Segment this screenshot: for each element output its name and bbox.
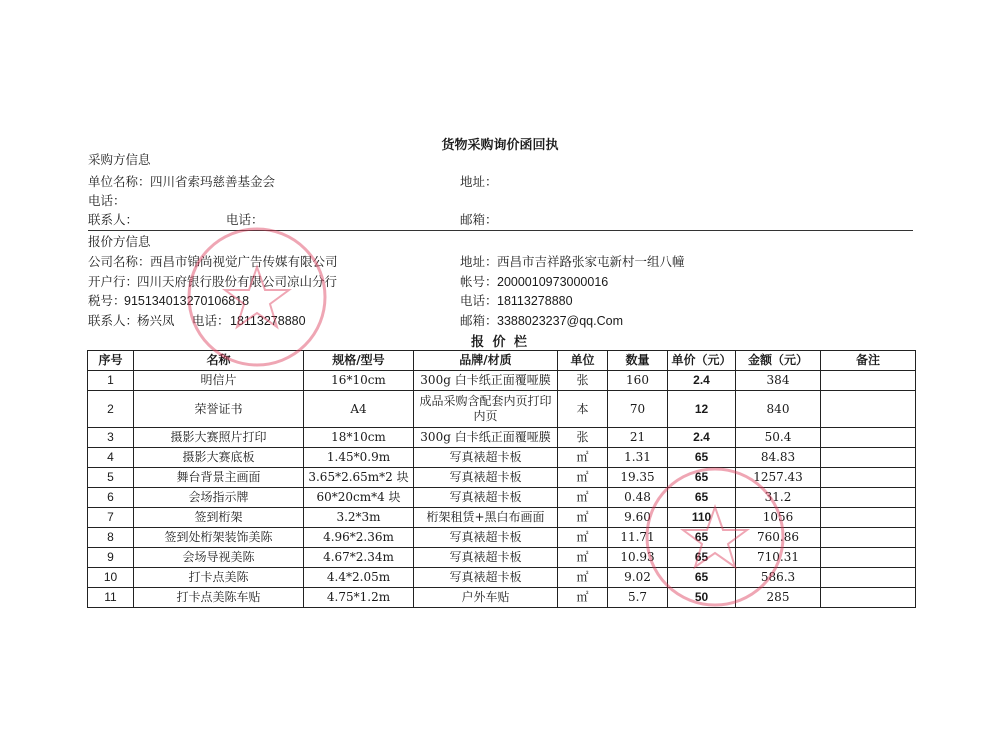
document-title: 货物采购询价函回执	[441, 138, 559, 153]
cell-unit: ㎡	[558, 568, 608, 588]
cell-spec: A4	[304, 391, 414, 428]
header-amount: 金额（元）	[736, 351, 821, 371]
cell-qty: 5.7	[608, 588, 668, 608]
cell-unit: ㎡	[558, 488, 608, 508]
cell-no: 10	[88, 568, 134, 588]
buyer-contact-label: 联系人：	[88, 212, 139, 227]
buyer-contact-phone-label: 电话：	[226, 212, 264, 227]
cell-no: 2	[88, 391, 134, 428]
cell-material: 300g 白卡纸正面覆哑膜	[414, 428, 558, 448]
cell-amount: 1257.43	[736, 468, 821, 488]
cell-amount: 760.86	[736, 528, 821, 548]
company-seal-icon	[182, 222, 332, 372]
cell-material: 桁架租赁+黑白布画面	[414, 508, 558, 528]
cell-amount: 84.83	[736, 448, 821, 468]
cell-unit: ㎡	[558, 448, 608, 468]
cell-spec: 4.75*1.2m	[304, 588, 414, 608]
cell-spec: 4.96*2.36m	[304, 528, 414, 548]
cell-note	[821, 371, 916, 391]
cell-spec: 16*10cm	[304, 371, 414, 391]
cell-amount: 285	[736, 588, 821, 608]
cell-material: 写真裱超卡板	[414, 548, 558, 568]
cell-note	[821, 488, 916, 508]
table-row	[88, 391, 916, 428]
table-row	[88, 371, 916, 391]
cell-unit: ㎡	[558, 588, 608, 608]
cell-price: 50	[668, 588, 736, 608]
cell-note	[821, 468, 916, 488]
buyer-unit-label: 单位名称：	[88, 174, 151, 189]
supplier-contact-phone-value: 18113278880	[230, 314, 306, 328]
cell-amount: 1056	[736, 508, 821, 528]
cell-material: 成品采购含配套内页打印内页	[414, 391, 558, 428]
cell-price: 65	[668, 568, 736, 588]
cell-name: 打卡点美陈	[134, 568, 304, 588]
cell-spec: 1.45*0.9m	[304, 448, 414, 468]
cell-price: 65	[668, 448, 736, 468]
cell-qty: 21	[608, 428, 668, 448]
table-row	[88, 588, 916, 608]
supplier-bank-value: 四川天府银行股份有限公司凉山分行	[137, 274, 338, 289]
cell-no: 11	[88, 588, 134, 608]
cell-name: 打卡点美陈车贴	[134, 588, 304, 608]
table-row	[88, 508, 916, 528]
supplier-contact-value: 杨兴凤	[137, 313, 175, 328]
cell-unit: 张	[558, 428, 608, 448]
cell-unit: 张	[558, 371, 608, 391]
cell-note	[821, 391, 916, 428]
cell-unit: ㎡	[558, 528, 608, 548]
cell-no: 5	[88, 468, 134, 488]
cell-no: 7	[88, 508, 134, 528]
supplier-section-heading: 报价方信息	[88, 234, 151, 249]
quote-table	[87, 350, 916, 608]
supplier-email-value: 3388023237@qq.Com	[497, 314, 623, 328]
cell-qty: 11.71	[608, 528, 668, 548]
cell-material: 写真裱超卡板	[414, 528, 558, 548]
buyer-unit-value: 四川省索玛慈善基金会	[150, 174, 276, 189]
table-row	[88, 468, 916, 488]
cell-note	[821, 508, 916, 528]
cell-qty: 70	[608, 391, 668, 428]
header-unit: 单位	[558, 351, 608, 371]
cell-name: 明信片	[134, 371, 304, 391]
supplier-email-label: 邮箱：	[460, 313, 498, 328]
header-material: 品牌/材质	[414, 351, 558, 371]
cell-name: 摄影大赛底板	[134, 448, 304, 468]
cell-qty: 160	[608, 371, 668, 391]
buyer-section-heading: 采购方信息	[88, 152, 151, 167]
quote-section-title: 报 价 栏	[470, 335, 530, 350]
supplier-account-label: 帐号：	[460, 274, 498, 289]
cell-material: 写真裱超卡板	[414, 468, 558, 488]
cell-name: 荣誉证书	[134, 391, 304, 428]
header-price: 单价（元）	[668, 351, 736, 371]
cell-qty: 1.31	[608, 448, 668, 468]
buyer-email-label: 邮箱：	[460, 212, 498, 227]
cell-no: 9	[88, 548, 134, 568]
header-qty: 数量	[608, 351, 668, 371]
supplier-company-label: 公司名称：	[88, 254, 151, 269]
cell-spec: 3.65*2.65m*2 块	[304, 468, 414, 488]
cell-name: 签到处桁架装饰美陈	[134, 528, 304, 548]
header-name: 名称	[134, 351, 304, 371]
cell-spec: 60*20cm*4 块	[304, 488, 414, 508]
cell-amount: 710.31	[736, 548, 821, 568]
header-no: 序号	[88, 351, 134, 371]
cell-spec: 4.67*2.34m	[304, 548, 414, 568]
buyer-phone-label: 电话：	[88, 193, 126, 208]
cell-material: 300g 白卡纸正面覆哑膜	[414, 371, 558, 391]
supplier-phone-label: 电话：	[460, 293, 498, 308]
supplier-contact-label: 联系人：	[88, 313, 139, 328]
cell-note	[821, 428, 916, 448]
cell-qty: 19.35	[608, 468, 668, 488]
cell-no: 6	[88, 488, 134, 508]
cell-name: 会场导视美陈	[134, 548, 304, 568]
table-row	[88, 488, 916, 508]
supplier-phone-value: 18113278880	[497, 294, 573, 308]
supplier-account-value: 2000010973000016	[497, 275, 609, 289]
cell-price: 65	[668, 548, 736, 568]
supplier-tax-label: 税号：	[88, 293, 126, 308]
cell-no: 3	[88, 428, 134, 448]
cell-note	[821, 588, 916, 608]
table-row	[88, 548, 916, 568]
supplier-contact-phone-label: 电话：	[192, 313, 230, 328]
cell-unit: ㎡	[558, 548, 608, 568]
table-row	[88, 448, 916, 468]
cell-amount: 384	[736, 371, 821, 391]
cell-price: 110	[668, 508, 736, 528]
cell-qty: 10.93	[608, 548, 668, 568]
cell-note	[821, 548, 916, 568]
header-note: 备注	[821, 351, 916, 371]
cell-price: 2.4	[668, 428, 736, 448]
cell-name: 摄影大赛照片打印	[134, 428, 304, 448]
cell-material: 写真裱超卡板	[414, 568, 558, 588]
table-row	[88, 428, 916, 448]
cell-qty: 9.02	[608, 568, 668, 588]
cell-material: 写真裱超卡板	[414, 488, 558, 508]
cell-price: 65	[668, 488, 736, 508]
cell-price: 12	[668, 391, 736, 428]
table-row	[88, 568, 916, 588]
cell-spec: 18*10cm	[304, 428, 414, 448]
cell-qty: 9.60	[608, 508, 668, 528]
cell-price: 2.4	[668, 371, 736, 391]
cell-price: 65	[668, 528, 736, 548]
cell-qty: 0.48	[608, 488, 668, 508]
cell-spec: 3.2*3m	[304, 508, 414, 528]
cell-amount: 586.3	[736, 568, 821, 588]
cell-unit: 本	[558, 391, 608, 428]
cell-amount: 31.2	[736, 488, 821, 508]
cell-note	[821, 528, 916, 548]
supplier-bank-label: 开户行：	[88, 274, 139, 289]
cell-material: 写真裱超卡板	[414, 448, 558, 468]
company-seal-icon	[640, 462, 790, 612]
cell-unit: ㎡	[558, 468, 608, 488]
supplier-tax-value: 915134013270106818	[124, 294, 250, 308]
table-row	[88, 528, 916, 548]
cell-material: 户外车贴	[414, 588, 558, 608]
cell-spec: 4.4*2.05m	[304, 568, 414, 588]
cell-note	[821, 448, 916, 468]
supplier-address-value: 西昌市吉祥路张家屯新村一组八幢	[497, 254, 685, 269]
cell-price: 65	[668, 468, 736, 488]
cell-note	[821, 568, 916, 588]
header-spec: 规格/型号	[304, 351, 414, 371]
cell-name: 会场指示牌	[134, 488, 304, 508]
supplier-address-label: 地址：	[460, 254, 498, 269]
cell-name: 签到桁架	[134, 508, 304, 528]
cell-name: 舞台背景主画面	[134, 468, 304, 488]
cell-amount: 840	[736, 391, 821, 428]
cell-unit: ㎡	[558, 508, 608, 528]
supplier-company-value: 西昌市锦尚视觉广告传媒有限公司	[150, 254, 338, 269]
cell-no: 8	[88, 528, 134, 548]
cell-no: 4	[88, 448, 134, 468]
cell-no: 1	[88, 371, 134, 391]
cell-amount: 50.4	[736, 428, 821, 448]
buyer-address-label: 地址：	[460, 174, 498, 189]
